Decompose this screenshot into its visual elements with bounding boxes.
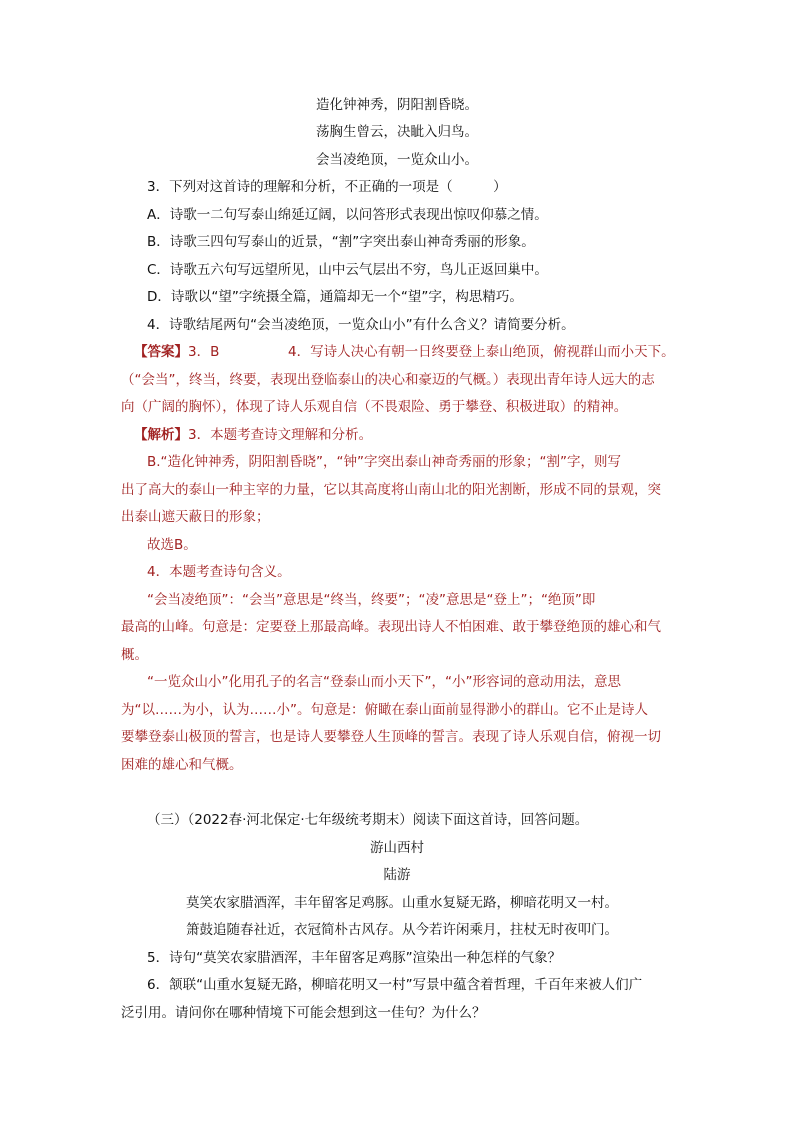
analysis-line: 为“以……为小，认为……小”。句意是：俯瞰在泰山面前显得渺小的群山。它不止是诗人 xyxy=(121,702,648,718)
poem-line: 造化钟神秀，阴阳割昏晓。 xyxy=(316,97,478,113)
answer-q3: 3．B xyxy=(188,344,220,360)
answer-q4-line: （“会当”，终当，终要，表现出登临泰山的决心和豪迈的气概。）表现出青年诗人远大的志 xyxy=(121,372,655,388)
analysis-line: 要攀登泰山极顶的誓言，也是诗人要攀登人生顶峰的誓言。表现了诗人乐观自信，俯视一切 xyxy=(121,729,661,745)
analysis-line: 概。 xyxy=(121,647,148,663)
poem-title: 游山西村 xyxy=(370,840,424,856)
poem-line: 荡胸生曾云，决眦入归鸟。 xyxy=(316,124,478,140)
answer-q4-line: 向（广阔的胸怀），体现了诗人乐观自信（不畏艰险、勇于攀登、积极进取）的精神。 xyxy=(121,399,628,415)
poem-line: 会当凌绝顶，一览众山小。 xyxy=(316,152,478,168)
question-3-stem: 3．下列对这首诗的理解和分析，不正确的一项是（ ） xyxy=(147,179,507,195)
poem-line: 莫笑农家腊酒浑，丰年留客足鸡豚。山重水复疑无路，柳暗花明又一村。 xyxy=(186,895,618,911)
question-6: 泛引用。请问你在哪种情境下可能会想到这一佳句？为什么？ xyxy=(121,1005,486,1021)
poem-author: 陆游 xyxy=(383,867,411,883)
poem-line: 箫鼓追随春社近，衣冠简朴古风存。从今若许闲乘月，拄杖无时夜叩门。 xyxy=(186,922,618,938)
analysis-line: 出了高大的泰山一种主宰的力量，它以其高度将山南山北的阳光割断，形成不同的景观，突 xyxy=(121,482,661,498)
analysis-line: B.“造化钟神秀，阴阳割昏晓”，“钟”字突出泰山神奇秀丽的形象；“割”字，则写 xyxy=(147,454,622,470)
analysis-label: 【解析】 xyxy=(134,427,188,443)
option-b: B．诗歌三四句写泰山的近景，“割”字突出泰山神奇秀丽的形象。 xyxy=(147,234,535,250)
analysis-line: “一览众山小”化用孔子的名言“登泰山而小天下”，“小”形容词的意动用法，意思 xyxy=(147,674,621,690)
option-d: D．诗歌以“望”字统摄全篇，通篇却无一个“望”字，构思精巧。 xyxy=(147,289,523,305)
answer-label: 【答案】 xyxy=(134,344,188,360)
option-a: A．诗歌一二句写泰山绵延辽阔，以问答形式表现出惊叹仰慕之情。 xyxy=(147,207,548,223)
answer-line xyxy=(134,342,219,362)
answer-q4-line: 4．写诗人决心有朝一日终要登上泰山绝顶，俯视群山而小天下。 xyxy=(288,344,675,360)
section-heading: （三）（2022春·河北保定·七年级统考期末）阅读下面这首诗，回答问题。 xyxy=(147,812,589,828)
analysis-line: 故选B。 xyxy=(147,537,197,553)
analysis-line: “会当凌绝顶”：“会当”意思是“终当，终要”；“凌”意思是“登上”；“绝顶”即 xyxy=(147,592,596,608)
option-c: C．诗歌五六句写远望所见，山中云气层出不穷，鸟儿正返回巢中。 xyxy=(147,262,548,278)
analysis-line: 困难的雄心和气概。 xyxy=(121,757,243,773)
question-5: 5．诗句“莫笑农家腊酒浑，丰年留客足鸡豚”渲染出一种怎样的气象？ xyxy=(147,950,562,966)
question-4-stem: 4．诗歌结尾两句“会当凌绝顶，一览众山小”有什么含义？请简要分析。 xyxy=(147,317,575,333)
analysis-line: 出泰山遮天蔽日的形象； xyxy=(121,509,270,525)
question-6: 6．颔联“山重水复疑无路，柳暗花明又一村”写景中蕴含着哲理，千百年来被人们广 xyxy=(147,977,643,993)
analysis-line: 最高的山峰。句意是：定要登上那最高峰。表现出诗人不怕困难、敢于攀登绝顶的雄心和气 xyxy=(121,619,661,635)
analysis-line: 4．本题考查诗句含义。 xyxy=(147,564,291,580)
analysis-line xyxy=(134,425,372,445)
analysis-first: 3．本题考查诗文理解和分析。 xyxy=(188,427,373,443)
